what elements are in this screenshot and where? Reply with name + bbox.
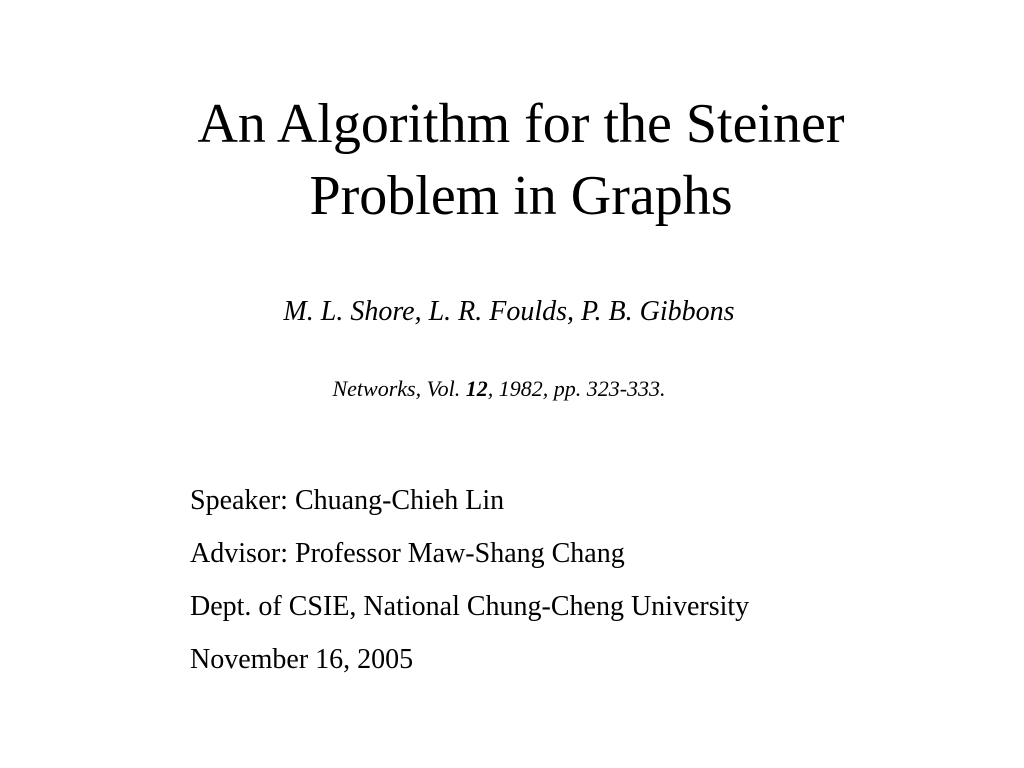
- slide-title: [0, 88, 1024, 232]
- date-line: November 16, 2005: [190, 644, 414, 675]
- citation-volume: 12: [465, 376, 488, 401]
- presenter-info: [190, 474, 749, 686]
- advisor-line: Advisor: Professor Maw-Shang Chang: [190, 538, 625, 569]
- citation: [0, 374, 998, 404]
- department-line: Dept. of CSIE, National Chung-Cheng University: [190, 591, 750, 622]
- speaker-line: Speaker: Chuang-Chieh Lin: [190, 485, 505, 516]
- authors: M. L. Shore, L. R. Foulds, P. B. Gibbons: [283, 296, 735, 327]
- title-line-1: An Algorithm for the Steiner: [197, 93, 845, 155]
- citation-rest: , 1982, pp. 323-333.: [487, 376, 666, 401]
- title-line-2: Problem in Graphs: [309, 165, 733, 227]
- citation-journal: Networks, Vol.: [332, 376, 466, 401]
